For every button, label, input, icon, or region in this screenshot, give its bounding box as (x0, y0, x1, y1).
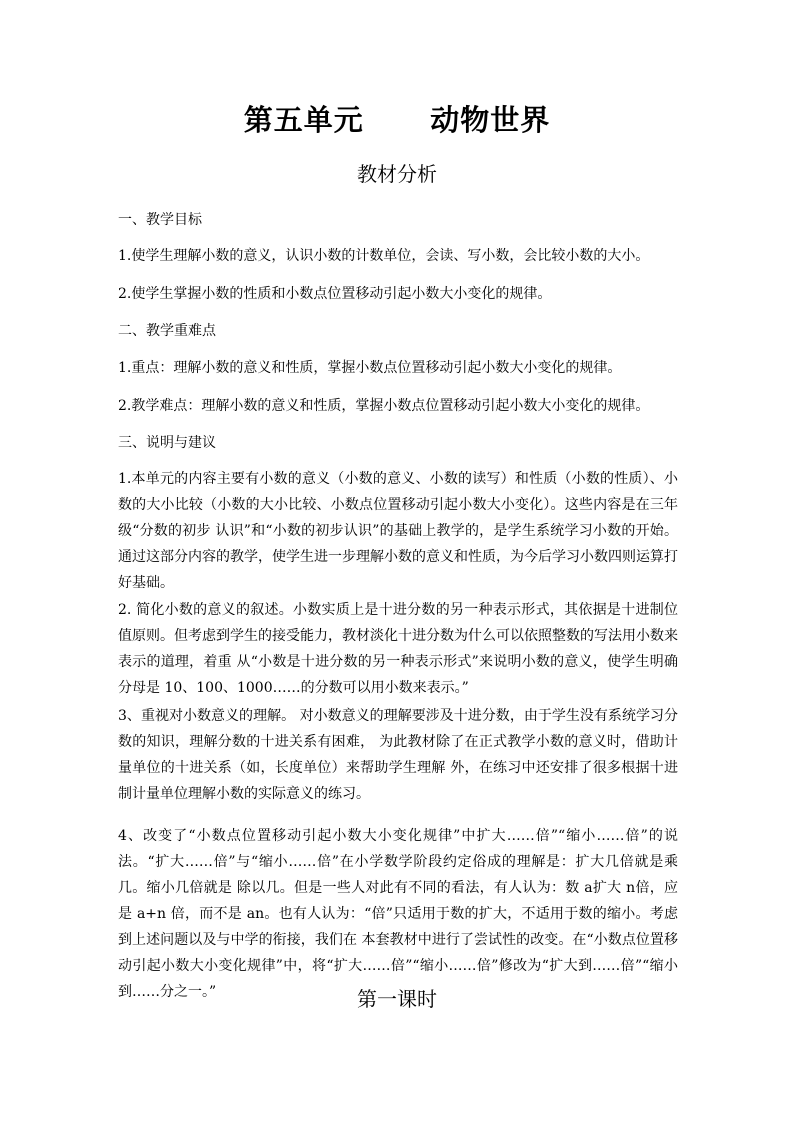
lesson-heading: 第一课时 (357, 987, 437, 1011)
goal-item-1: 1.使学生理解小数的意义，认识小数的计数单位，会读、写小数，会比较小数的大小。 (118, 248, 650, 264)
section-heading-goals: 一、教学目标 (118, 212, 202, 228)
keypoint-item-1: 1.重点：理解小数的意义和性质，掌握小数点位置移动引起小数大小变化的规律。 (118, 360, 622, 376)
note-paragraph-3: 3、重视对小数意义的理解。 对小数意义的理解要涉及十进分数，由于学生没有系统学习分数的知识，理解分数的十进关系有困难， 为此教材除了在正式教学小数的意义时，借助计量单位的十进关系（如，长度单位）来帮助学生理解 外，在练习中还安排了很多根据十进制计量单位理解小数的实际意义的练习。 (118, 708, 678, 802)
note-paragraph-4: 4、改变了“小数点位置移动引起小数大小变化规律”中扩大……倍”“缩小……倍”的说法。“扩大……倍”与“缩小……倍”在小学数学阶段约定俗成的理解是：扩大几倍就是乘几。缩小几倍就是 除以几。但是一些人对此有不同的看法，有人认为：数 a扩大 n倍，应是 a+n 倍，而不是 an。也有人认为：“倍”只适用于数的扩大，不适用于数的缩小。考虑到上述问题以及与中学的衔接，我们在 本套教材中进行了尝试性的改变。在“小数点位置移动引起小数大小变化规律”中，将“扩大……倍”“缩小……倍”修改为“扩大到……倍”“缩小到……分之一。” (118, 828, 678, 1000)
document-subtitle: 教材分析 (357, 162, 437, 186)
document-title: 第五单元 动物世界 (243, 103, 551, 137)
section-heading-keypoints: 二、教学重难点 (118, 323, 216, 339)
section-heading-notes: 三、说明与建议 (118, 435, 216, 451)
note-paragraph-1: 1.本单元的内容主要有小数的意义（小数的意义、小数的读写）和性质（小数的性质）、小数的大小比较（小数的大小比较、小数点位置移动引起小数大小变化）。这些内容是在三年级“分数的初步 认识”和“小数的初步认识”的基础上教学的，是学生系统学习小数的开始。通过这部分内容的教学，使学生进一步理解小数的意义和性质，为今后学习小数四则运算打好基础。 (118, 471, 678, 591)
note-paragraph-2: 2. 简化小数的意义的叙述。小数实质上是十进分数的另一种表示形式，其依据是十进制位值原则。但考虑到学生的接受能力，教材淡化十进分数为什么可以依照整数的写法用小数来表示的道理，着重 从“小数是十进分数的另一种表示形式”来说明小数的意义，使学生明确分母是 10、100、1000……的分数可以用小数来表示。” (118, 602, 678, 696)
goal-item-2: 2.使学生掌握小数的性质和小数点位置移动引起小数大小变化的规律。 (118, 286, 552, 302)
keypoint-item-2: 2.教学难点：理解小数的意义和性质，掌握小数点位置移动引起小数大小变化的规律。 (118, 398, 650, 414)
